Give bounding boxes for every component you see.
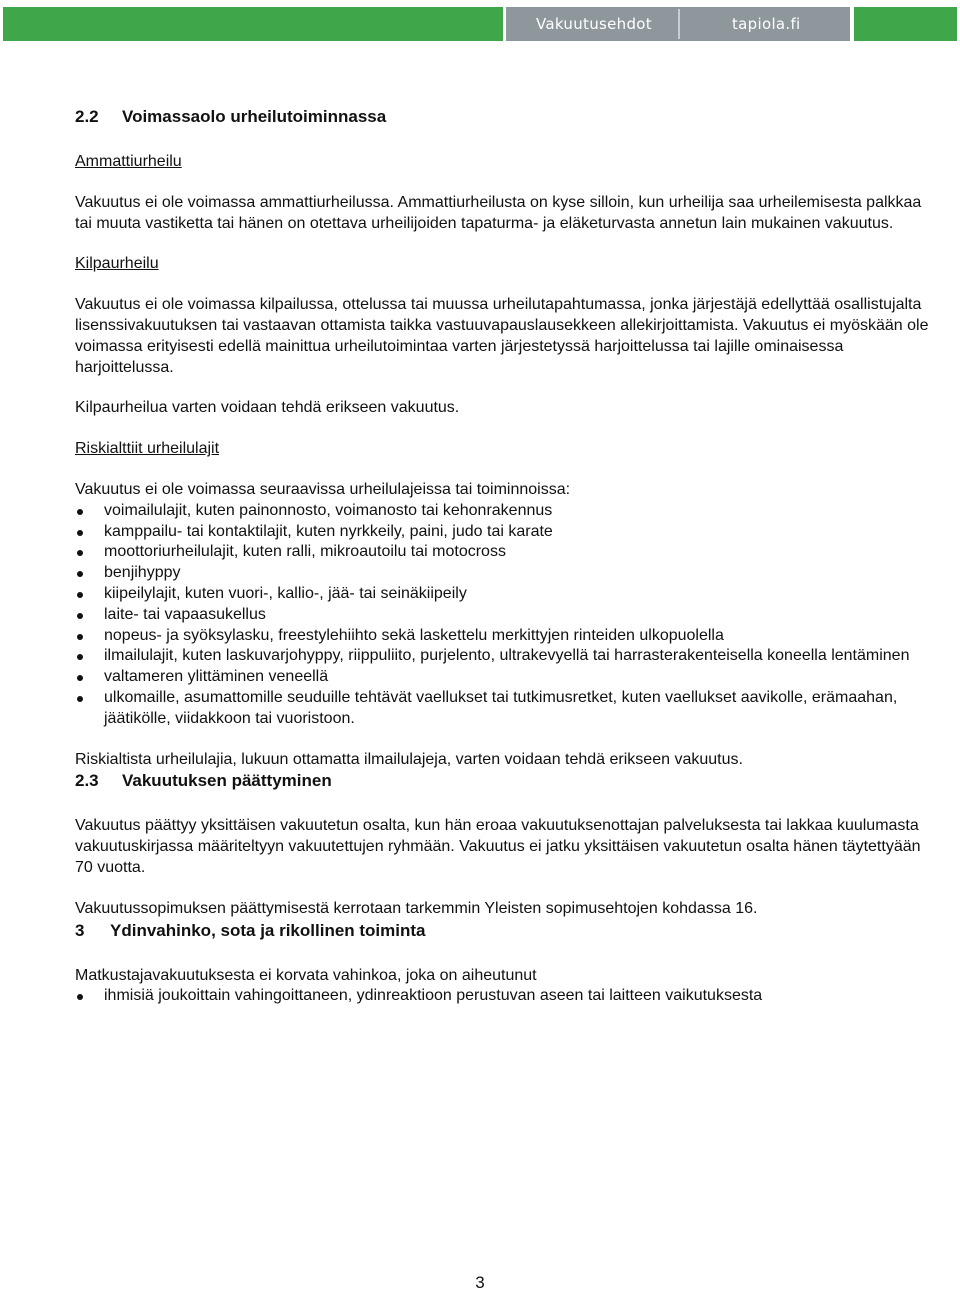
list-item: [75, 667, 935, 688]
list-item-text: laite- tai vapaasukellus: [104, 605, 266, 623]
bullet-icon: [77, 613, 83, 619]
header-terms-label: Vakuutusehdot: [536, 15, 652, 33]
section-heading-2-2: [75, 106, 935, 128]
risky-sports-list: [75, 501, 935, 730]
section-title: Ydinvahinko, sota ja rikollinen toiminta: [110, 920, 426, 940]
section-title: Vakuutuksen päättyminen: [122, 771, 332, 791]
paragraph-competitive-sports: Vakuutus ei ole voimassa kilpailussa, ottelussa tai muussa urheilutapahtumassa, jonka järjestäjä edellyttää osallistujalta lisenssivakuutuksen tai vastaavan ottamista taikka vastuuvapauslausekkeen allekirjoittamista. Vakuutus ei myöskään ole voimassa erityisesti edellä mainittua urheilutoimintaa varten järjestetyssä harjoittelussa tai lajille ominaisessa harjoittelussa.: [75, 296, 929, 376]
bullet-icon: [77, 550, 83, 556]
page-header: [0, 0, 960, 44]
bullet-icon: [77, 592, 83, 598]
list-item-text: ihmisiä joukoittain vahingoittaneen, ydinreaktioon perustuvan aseen tai laitteen vaikutuksesta: [104, 987, 763, 1005]
list-item: [75, 986, 935, 1007]
section-heading-2-3: [75, 770, 935, 792]
paragraph-exclusions-intro: Matkustajavakuutuksesta ei korvata vahinkoa, joka on aiheutunut: [75, 966, 537, 984]
paragraph-termination-reference: Vakuutussopimuksen päättymisestä kerrotaan tarkemmin Yleisten sopimusehtojen kohdassa 16.: [75, 899, 758, 917]
bullet-icon: [77, 571, 83, 577]
bullet-icon: [77, 675, 83, 681]
header-divider: [678, 9, 680, 39]
list-item-text: nopeus- ja syöksylasku, freestylehiihto sekä laskettelu merkittyjen rinteiden ulkopuolella: [104, 626, 724, 644]
list-item: [75, 542, 935, 563]
list-item: [75, 605, 935, 626]
list-item-text: kiipeilylajit, kuten vuori-, kallio-, jää- tai seinäkiipeily: [104, 584, 467, 602]
header-site-link[interactable]: tapiola.fi: [732, 15, 801, 33]
bullet-icon: [77, 509, 83, 515]
section-title: Voimassaolo urheilutoiminnassa: [122, 107, 387, 126]
list-item-text: ilmailulajit, kuten laskuvarjohyppy, riippuliito, purjelento, ultrakevyellä tai harrasterakenteisella koneella lentäminen: [104, 647, 910, 665]
list-item-text: ulkomaille, asumattomille seuduille tehtävät vaellukset tai tutkimusretket, kuten vaellukset aavikolle, erämaahan, jäätikölle, viidakkoon tai vuoristoon.: [104, 688, 898, 727]
subheading-competitive-sports: Kilpaurheilu: [75, 255, 159, 273]
paragraph-risky-intro: Vakuutus ei ole voimassa seuraavissa urheilulajeissa tai toiminnoissa:: [75, 480, 571, 498]
list-item: [75, 522, 935, 543]
bullet-icon: [77, 530, 83, 536]
section-number: 2.2: [75, 107, 99, 126]
list-item-text: benjihyppy: [104, 564, 181, 582]
paragraph-risky-outro: Riskialtista urheilulajia, lukuun ottamatta ilmailulajeja, varten voidaan tehdä erikseen vakuutus.: [75, 750, 743, 768]
bullet-icon: [77, 654, 83, 660]
list-item-text: moottoriurheilulajit, kuten ralli, mikroautoilu tai motocross: [104, 543, 506, 561]
section-number: 2.3: [75, 771, 99, 791]
list-item-text: voimailulajit, kuten painonnosto, voimanosto tai kehonrakennus: [104, 501, 553, 519]
paragraph-competitive-note: Kilpaurheilua varten voidaan tehdä erikseen vakuutus.: [75, 399, 460, 417]
exclusions-list: [75, 986, 935, 1007]
header-green-band: [3, 7, 503, 41]
list-item-text: valtameren ylittäminen veneellä: [104, 668, 329, 686]
section-number: 3: [75, 920, 85, 940]
header-green-tab: [854, 7, 957, 41]
list-item: [75, 626, 935, 647]
list-item: [75, 584, 935, 605]
subheading-risky-sports: Riskialttiit urheilulajit: [75, 440, 220, 458]
list-item: [75, 688, 935, 730]
bullet-icon: [77, 634, 83, 640]
page-number: 3: [475, 1273, 485, 1292]
list-item: [75, 501, 935, 522]
bullet-icon: [77, 696, 83, 702]
paragraph-professional-sports: Vakuutus ei ole voimassa ammattiurheilussa. Ammattiurheilusta on kyse silloin, kun urheilija saa urheilemisesta palkkaa tai muuta vastiketta tai hänen on otettava urheilijoiden tapaturma- ja eläketurvasta annetun lain mukainen vakuutus.: [75, 193, 922, 232]
document-body: [75, 106, 935, 1007]
list-item: [75, 646, 935, 667]
list-item: [75, 563, 935, 584]
subheading-professional-sports: Ammattiurheilu: [75, 153, 182, 170]
paragraph-termination: Vakuutus päättyy yksittäisen vakuutetun osalta, kun hän eroaa vakuutuksenottajan palveluksesta tai lakkaa kuulumasta vakuutuskirjassa määriteltyyn vakuutettujen ryhmään. Vakuutus ei jatku yksittäisen vakuutetun osalta hänen täytettyään 70 vuotta.: [75, 817, 921, 876]
bullet-icon: [77, 994, 83, 1000]
section-heading-3: [75, 920, 935, 942]
list-item-text: kamppailu- tai kontaktilajit, kuten nyrkkeily, paini, judo tai karate: [104, 522, 553, 540]
